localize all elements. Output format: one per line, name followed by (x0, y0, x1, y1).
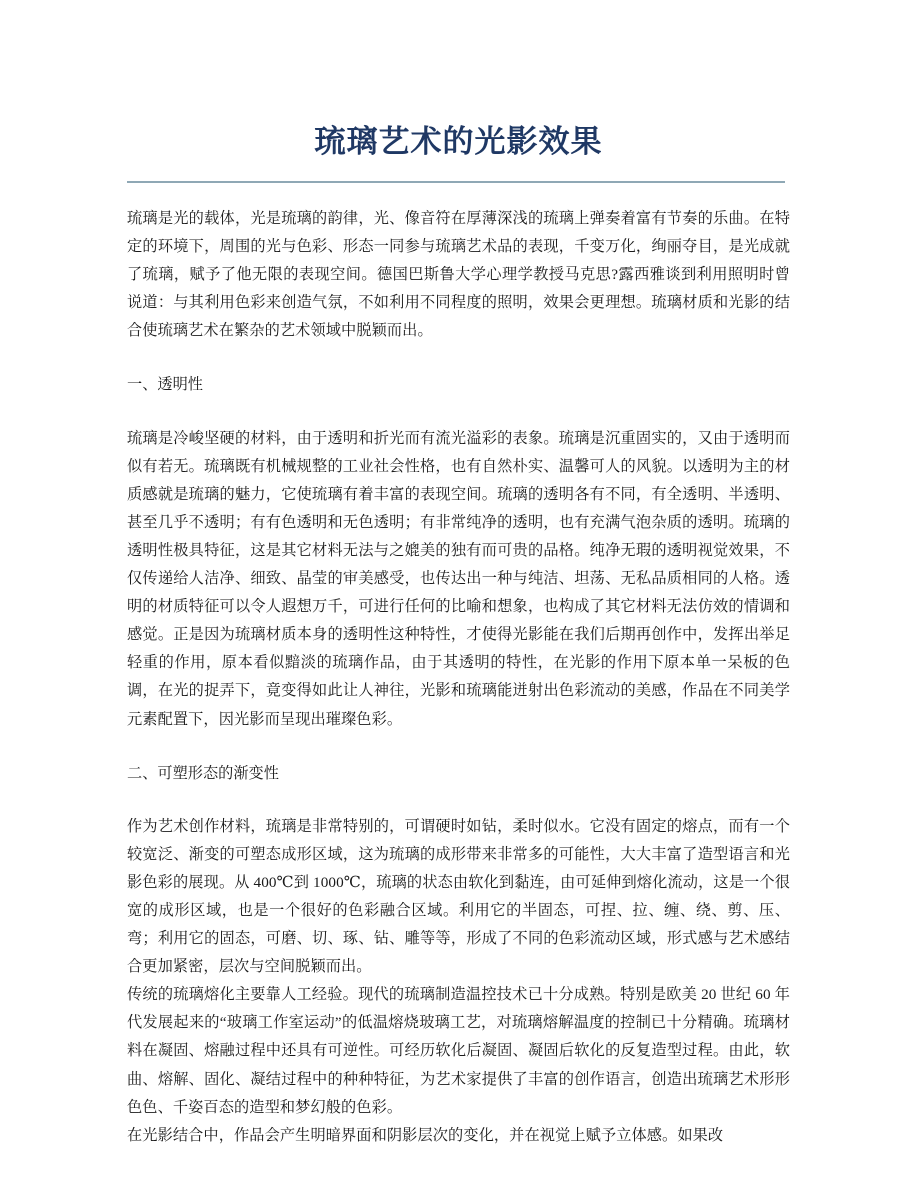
section-2-paragraph-3: 在光影结合中，作品会产生明暗界面和阴影层次的变化，并在视觉上赋予立体感。如果改 (127, 1126, 724, 1144)
document-content (127, 0, 790, 1150)
section-1-paragraph-1: 琉璃是冷峻坚硬的材料，由于透明和折光而有流光溢彩的表象。琉璃是沉重固实的，又由于透明而似有若无。琉璃既有机械规整的工业社会性格，也有自然朴实、温馨可人的风貌。以透明为主的材质感就是琉璃的魅力，它使琉璃有着丰富的表现空间。琉璃的透明各有不同，有全透明、半透明、甚至几乎不透明；有有色透明和无色透明；有非常纯净的透明，也有充满气泡杂质的透明。琉璃的透明性极具特征，这是其它材料无法与之媲美的独有而可贵的品格。纯净无瑕的透明视觉效果，不仅传递给人洁净、细致、晶莹的审美感受，也传达出一种与纯洁、坦荡、无私品质相同的人格。透明的材质特征可以令人遐想万千，可进行任何的比喻和想象，也构成了其它材料无法仿效的情调和感觉。正是因为琉璃材质本身的透明性这种特性，才使得光影能在我们后期再创作中，发挥出举足轻重的作用，原本看似黯淡的琉璃作品，由于其透明的特性，在光影的作用下原本单一呆板的色调，在光的捉弄下，竟变得如此让人神往，光影和琉璃能迸射出色彩流动的美感，作品在不同美学元素配置下，因光影而呈现出璀璨色彩。 (127, 429, 790, 728)
intro-paragraph: 琉璃是光的载体，光是琉璃的韵律，光、像音符在厚薄深浅的琉璃上弹奏着富有节奏的乐曲。在特定的环境下，周围的光与色彩、形态一同参与琉璃艺术品的表现，千变万化，绚丽夺目，是光成就了琉璃，赋予了他无限的表现空间。德国巴斯鲁大学心理学教授马克思?露西雅谈到利用照明时曾说道：与其利用色彩来创造气氛，不如利用不同程度的照明，效果会更理想。琉璃材质和光影的结合使琉璃艺术在繁杂的艺术领域中脱颖而出。 (127, 210, 790, 340)
section-2-paragraph-2: 传统的琉璃熔化主要靠人工经验。现代的琉璃制造温控技术已十分成熟。特别是欧美 20 世纪 60 年代发展起来的“玻璃工作室运动”的低温熔烧玻璃工艺，对琉璃熔解温度的控制已十分精确。琉璃材料在凝固、熔融过程中还具有可逆性。可经历软化后凝固、凝固后软化的反复造型过程。由此，软曲、熔解、固化、凝结过程中的种种特征，为艺术家提供了丰富的创作语言，创造出琉璃艺术形形色色、千姿百态的造型和梦幻般的色彩。 (127, 986, 790, 1116)
section-2-paragraph-1: 作为艺术创作材料，琉璃是非常特别的，可谓硬时如钻，柔时似水。它没有固定的熔点，而有一个较宽泛、渐变的可塑态成形区域，这为琉璃的成形带来非常多的可能性，大大丰富了造型语言和光影色彩的展现。从 400℃到 1000℃，琉璃的状态由软化到黏连，由可延伸到熔化流动，这是一个很宽的成形区域，也是一个很好的色彩融合区域。利用它的半固态，可捏、拉、缠、绕、剪、压、弯；利用它的固态，可磨、切、琢、钻、雕等等，形成了不同的色彩流动区域，形式感与艺术感结合更加紧密，层次与空间脱颖而出。 (127, 817, 790, 976)
section-heading-1: 一、透明性 (127, 376, 203, 394)
title-divider (127, 181, 785, 183)
section-heading-2: 二、可塑形态的渐变性 (127, 764, 279, 782)
page-title: 琉璃艺术的光影效果 (314, 124, 603, 160)
